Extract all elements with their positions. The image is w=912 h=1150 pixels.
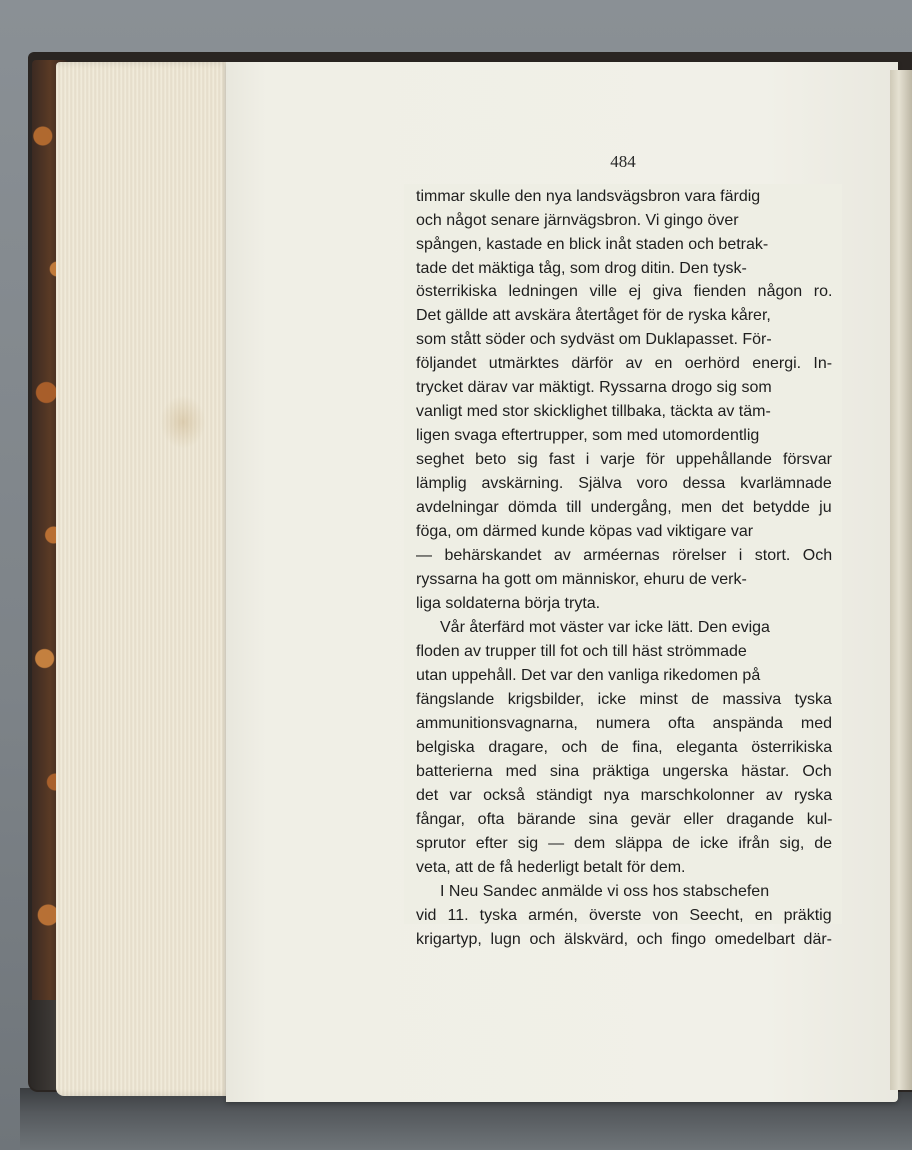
text-line: avdelningar dömda till undergång, men det betydde ju bbox=[416, 499, 832, 516]
text-line: lämplig avskärning. Själva voro dessa kvarlämnade bbox=[416, 475, 832, 492]
text-line: tade det mäktiga tåg, som drog ditin. Den tysk- bbox=[416, 260, 747, 277]
text-line: och något senare järnvägsbron. Vi gingo över bbox=[416, 212, 739, 229]
text-line: ryssarna ha gott om människor, ehuru de verk- bbox=[416, 571, 747, 588]
text-line: seghet beto sig fast i varje för uppehållande försvar bbox=[416, 451, 832, 468]
text-line: timmar skulle den nya landsvägsbron vara färdig bbox=[416, 188, 761, 205]
text-line: sprutor efter sig — dem släppa de icke ifrån sig, de bbox=[416, 835, 833, 852]
text-line: vanligt med stor skicklighet tillbaka, täckta av täm- bbox=[416, 403, 771, 420]
text-line: veta, att de få hederligt betalt för dem. bbox=[416, 859, 686, 876]
text-line: fångar, ofta bärande sina gevär eller dragande kul- bbox=[416, 811, 833, 828]
text-line: Vår återfärd mot väster var icke lätt. Den eviga bbox=[440, 619, 770, 636]
text-line: spången, kastade en blick inåt staden och betrak- bbox=[416, 236, 769, 253]
text-line: batterierna med sina präktiga ungerska hästar. Och bbox=[416, 763, 832, 780]
foxing-stain bbox=[160, 395, 206, 449]
text-line: belgiska dragare, och de fina, eleganta österrikiska bbox=[416, 739, 833, 756]
page-number: 484 bbox=[610, 152, 636, 171]
text-line: österrikiska ledningen ville ej giva fienden någon ro. bbox=[416, 283, 833, 300]
text-line: krigartyp, lugn och älskvärd, och fingo omedelbart där- bbox=[416, 931, 833, 948]
text-line: fängslande krigsbilder, icke minst de massiva tyska bbox=[416, 691, 832, 708]
text-line: floden av trupper till fot och till häst strömmade bbox=[416, 643, 747, 660]
text-line: föga, om därmed kunde köpas vad viktigare var bbox=[416, 523, 754, 540]
text-line: — behärskandet av arméernas rörelser i stort. Och bbox=[416, 547, 833, 564]
page-edges-left bbox=[56, 62, 234, 1096]
text-line: ammunitionsvagnarna, numera ofta anspända med bbox=[416, 715, 832, 732]
page-edges-right bbox=[890, 70, 912, 1090]
text-line: liga soldaterna börja tryta. bbox=[416, 595, 601, 612]
text-line: trycket därav var mäktigt. Ryssarna drogo sig som bbox=[416, 379, 772, 396]
text-line: ligen svaga eftertrupper, som med utomordentlig bbox=[416, 427, 760, 444]
text-line: vid 11. tyska armén, överste von Seecht, en präktig bbox=[416, 907, 832, 924]
text-line: det var också ständigt nya marschkolonner av ryska bbox=[416, 787, 833, 804]
text-line: I Neu Sandec anmälde vi oss hos stabschefen bbox=[440, 883, 770, 900]
text-line: som stått söder och sydväst om Duklapasset. För- bbox=[416, 331, 772, 348]
text-line: Det gällde att avskära återtåget för de ryska kårer, bbox=[416, 307, 771, 324]
text-line: följandet utmärktes därför av en oerhörd energi. In- bbox=[416, 355, 833, 372]
text-line: utan uppehåll. Det var den vanliga rikedomen på bbox=[416, 667, 761, 684]
